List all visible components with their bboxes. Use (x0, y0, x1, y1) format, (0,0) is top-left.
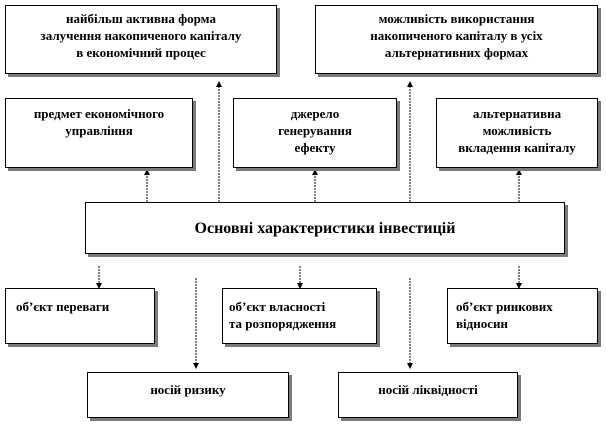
box-bottom-center-line-1: об’єкт власності (229, 299, 326, 314)
box-bottom-left-line-1: об’єкт переваги (16, 299, 110, 314)
box-top-left-line-1: найбільш активна форма (66, 11, 216, 26)
box-bottom-center-line-2: та розпорядження (229, 316, 337, 331)
box-top-left-line-3: в економічний процес (76, 45, 206, 60)
main-title: Основні характеристики інвестицій (194, 219, 456, 237)
box-liquidity-label: носій ліквідності (378, 382, 478, 397)
box-risk (87, 372, 289, 418)
box-mid-left-line-1: предмет економічного (33, 106, 165, 121)
box-mid-right (436, 98, 598, 168)
box-mid-right-line-1: альтернативна (472, 106, 562, 121)
box-bottom-right-line-1: об’єкт ринкових (456, 299, 553, 314)
box-mid-right-line-3: вкладення капіталу (458, 140, 576, 155)
box-bottom-center (222, 288, 377, 344)
box-mid-center-line-1: джерело (290, 106, 340, 121)
box-mid-center (233, 98, 397, 168)
box-bottom-right (447, 288, 598, 344)
box-mid-center-line-3: ефекту (294, 140, 336, 155)
box-mid-left (5, 98, 193, 168)
box-top-right (315, 5, 598, 74)
box-main (85, 202, 565, 254)
box-top-left (5, 5, 277, 74)
box-mid-left-line-2: управління (65, 123, 133, 138)
box-bottom-right-line-2: відносин (456, 316, 508, 331)
box-risk-label: носій ризику (150, 382, 226, 397)
box-top-right-line-3: альтернативних формах (384, 45, 529, 60)
box-mid-center-line-2: генерування (278, 123, 352, 138)
box-bottom-left (5, 288, 155, 344)
box-liquidity (338, 372, 518, 418)
box-top-right-line-2: накопиченого капіталу в усіх (370, 28, 543, 43)
box-top-left-line-2: залучення накопиченого капіталу (40, 28, 242, 43)
box-top-right-line-1: можливість використання (378, 11, 535, 26)
box-mid-right-line-2: можливість (482, 123, 552, 138)
